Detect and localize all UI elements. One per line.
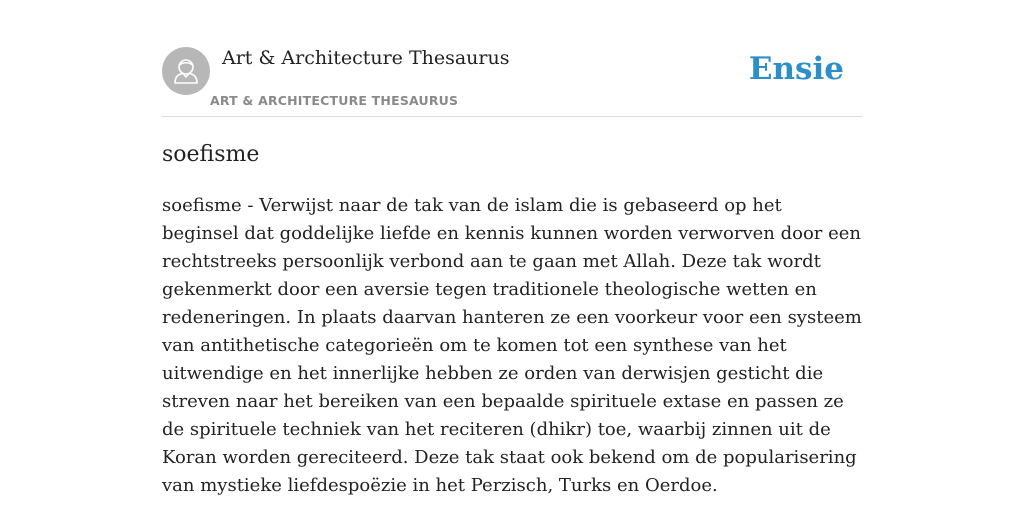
source-avatar[interactable] [162,47,210,95]
source-subtitle: ART & ARCHITECTURE THESAURUS [210,93,459,108]
source-header [162,46,862,117]
user-icon [162,47,210,95]
term-title: soefisme [162,142,260,167]
ensie-logo-link[interactable]: Ensie [748,51,844,87]
source-title-link[interactable]: Art & Architecture Thesaurus [222,47,510,69]
definition-text: soefisme - Verwijst naar de tak van de islam die is gebaseerd op het beginsel dat goddelijke liefde en kennis kunnen worden verworven door een rechtstreeks persoonlijk verbond aan te gaan met Allah. Deze tak wordt gekenmerkt door een aversie tegen traditionele theologische wetten en redeneringen. In plaats daarvan hanteren ze een voorkeur voor een systeem van antithetische categorieën om te komen tot een synthese van het uitwendige en het innerlijke hebben ze orden van derwisjen gesticht die streven naar het bereiken van een bepaalde spirituele extase en passen ze de spirituele techniek van het reciteren (dhikr) toe, waarbij zinnen uit de Koran worden gereciteerd. Deze tak staat ook bekend om de popularisering van mystieke liefdespoëzie in het Perzisch, Turks en Oerdoe. [162,195,862,496]
